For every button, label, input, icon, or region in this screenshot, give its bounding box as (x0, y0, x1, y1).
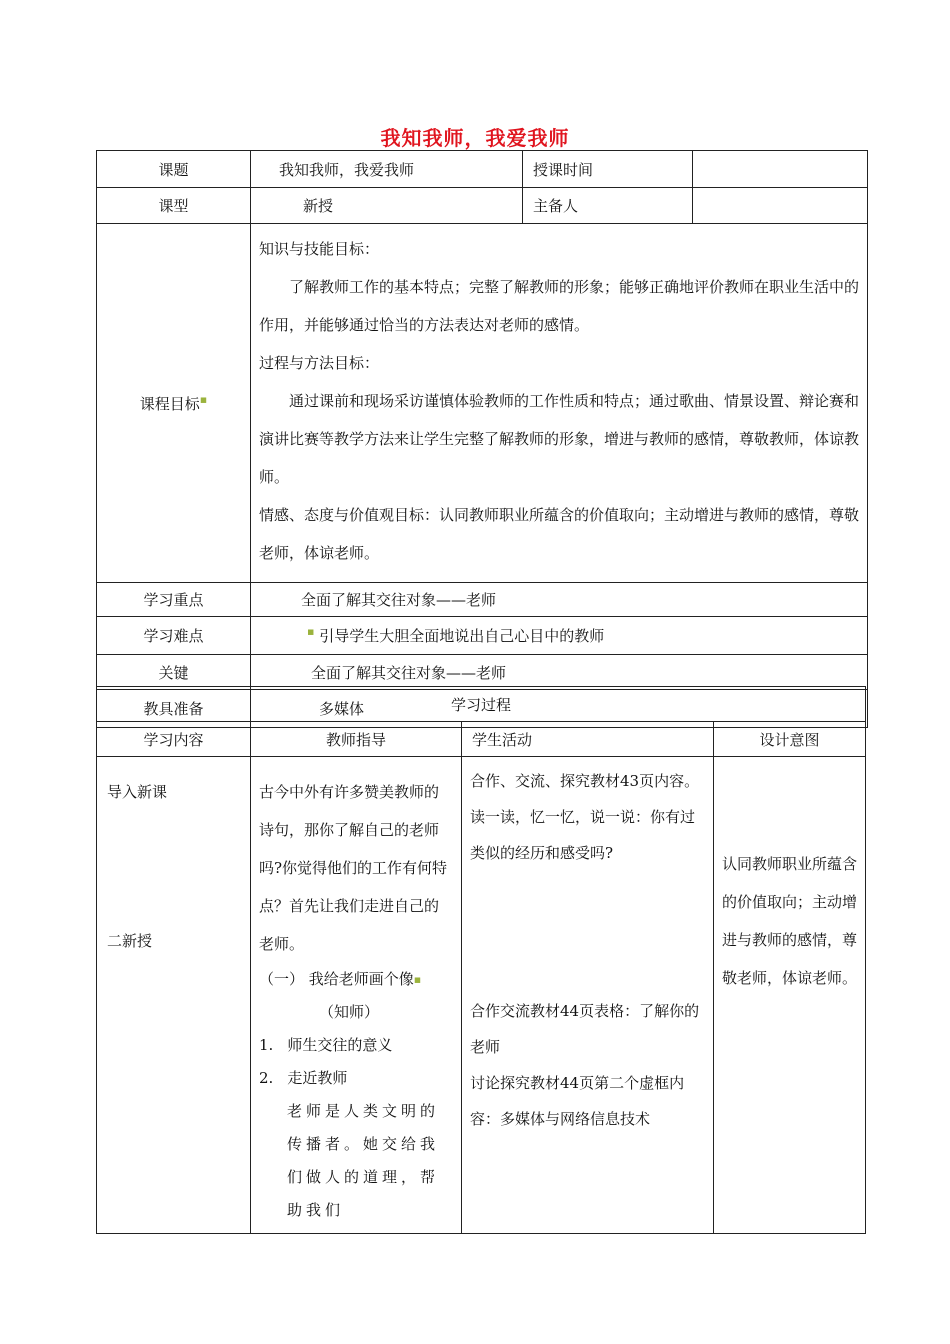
emotion-text: 情感、态度与价值观目标：认同教师职业所蕴含的价值取向；主动增进与教师的感情，尊敬老师，体谅老师。 (259, 506, 860, 562)
focus-value: 全面了解其交往对象——老师 (251, 583, 868, 617)
column-header: 设计意图 (714, 722, 866, 757)
knowledge-heading: 知识与技能目标： (259, 240, 380, 258)
process-heading: 过程与方法目标： (259, 354, 380, 372)
tools-value: 多媒体 (251, 690, 868, 728)
preparer-value (693, 188, 868, 224)
topic-value: 我知我师，我爱我师 (251, 151, 523, 188)
column-header: 教师指导 (251, 722, 462, 757)
student-activity-2: 合作交流教材44页表格：了解你的老师 (470, 1002, 700, 1056)
goals-label: 课程目标▪ (97, 224, 251, 583)
page-title: 我知我师，我爱我师 (380, 126, 570, 150)
difficulty-label: 学习难点 (97, 617, 251, 655)
learning-process-table (96, 686, 866, 1234)
focus-label: 学习重点 (97, 583, 251, 617)
preparer-label: 主备人 (523, 188, 693, 224)
new-lesson-label: 二新授 (107, 932, 153, 950)
intro-label: 导入新课 (107, 783, 168, 801)
teacher-intro: 古今中外有许多赞美教师的诗句，那你了解自己的老师吗?你觉得他们的工作有何特点？首先让我们走进自己的老师。 (259, 783, 448, 953)
teacher-column (251, 757, 462, 1234)
intent-text: 认同教师职业所蕴含的价值取向；主动增进与教师的感情，尊敬老师，体谅老师。 (722, 855, 858, 987)
content-column (97, 757, 251, 1234)
topic-label: 课题 (97, 151, 251, 188)
student-activity-3: 讨论探究教材44页第二个虚框内容：多媒体与网络信息技术 (470, 1074, 685, 1128)
tools-label: 教具准备 (97, 690, 251, 728)
section-title: （一） 我给老师画个像▪ (259, 970, 422, 988)
key-value: 全面了解其交往对象——老师 (251, 655, 868, 690)
difficulty-value: ▪ 引导学生大胆全面地说出自己心目中的教师 (251, 617, 868, 655)
process-text: 通过课前和现场采访谨慎体验教师的工作性质和特点；通过歌曲、情景设置、辩论赛和演讲比赛等教学方法来让学生完整了解教师的形象，增进与教师的感情，尊敬教师，体谅教师。 (259, 392, 860, 486)
intent-column (714, 757, 866, 1234)
list-item: 1. 师生交往的意义 (259, 1036, 393, 1054)
student-activity-1: 合作、交流、探究教材43页内容。读一读，忆一忆，说一说：你有过类似的经历和感受吗? (470, 772, 700, 862)
list-item: 2. 走近教师 (259, 1069, 348, 1087)
column-header: 学习内容 (97, 722, 251, 757)
type-value: 新授 (251, 188, 523, 224)
student-column (462, 757, 714, 1234)
process-heading: 学习过程 (97, 687, 866, 722)
type-label: 课型 (97, 188, 251, 224)
key-label: 关键 (97, 655, 251, 690)
time-label: 授课时间 (523, 151, 693, 188)
time-value (693, 151, 868, 188)
lesson-info-table (96, 150, 868, 728)
goals-content (251, 224, 868, 583)
knowledge-text: 了解教师工作的基本特点；完整了解教师的形象；能够正确地评价教师在职业生活中的作用，并能够通过恰当的方法表达对老师的感情。 (259, 278, 860, 334)
column-header: 学生活动 (462, 722, 714, 757)
section-subtitle: （知师） (319, 1003, 380, 1021)
teacher-paragraph: 老师是人类文明的传播者。她交给我们做人的道理，帮助我们 (287, 1102, 440, 1219)
